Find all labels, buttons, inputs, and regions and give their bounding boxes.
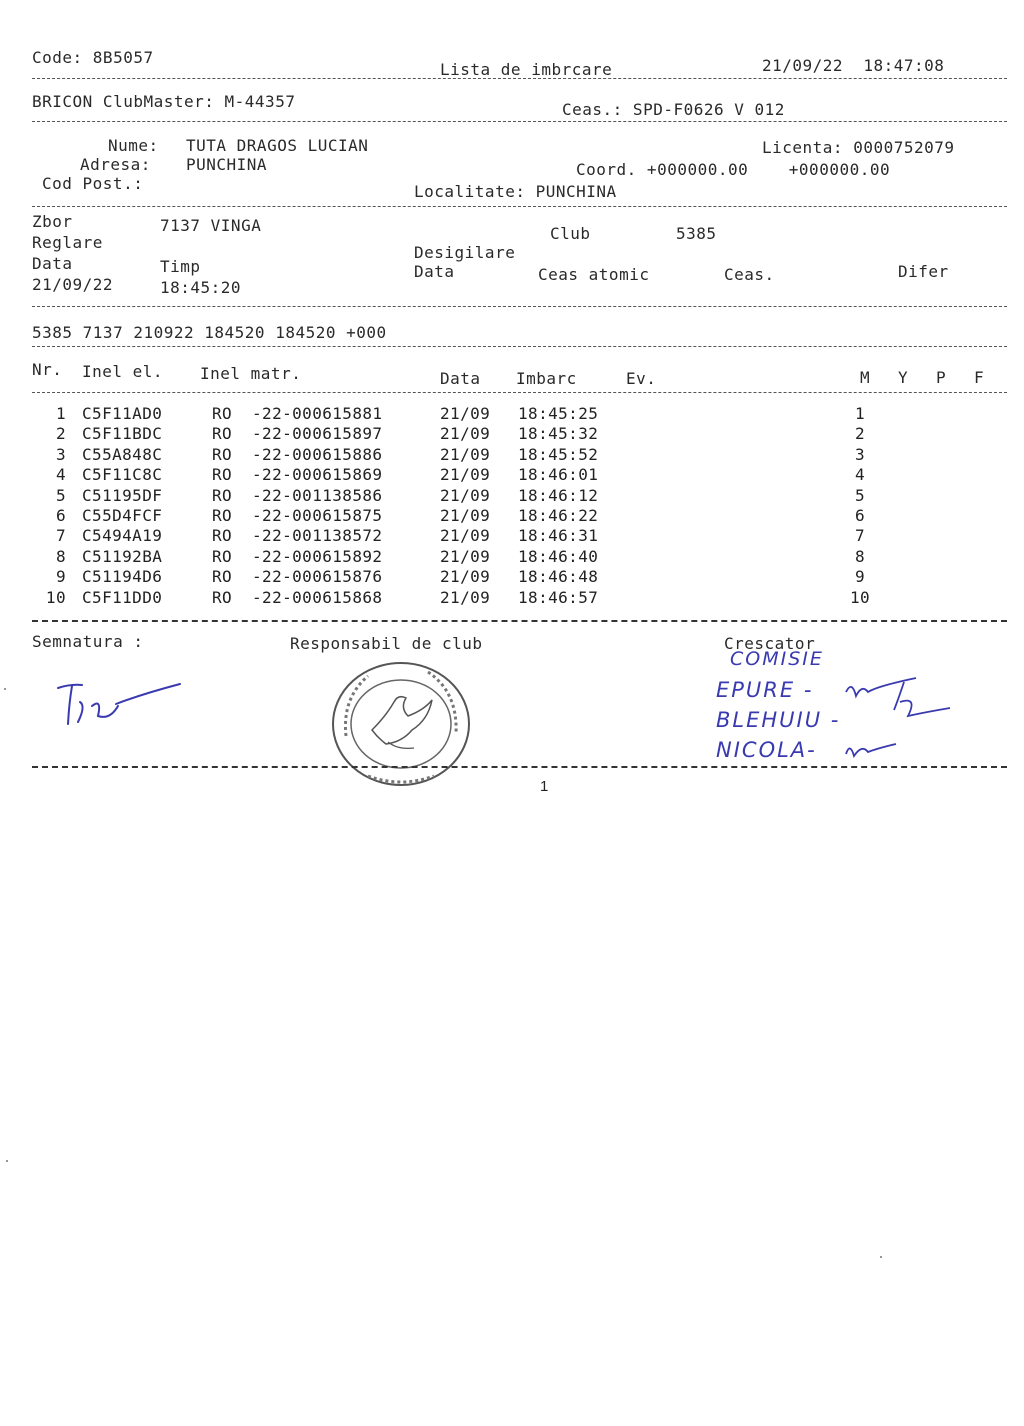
- basket-time: 18:45:52: [518, 444, 599, 464]
- col-header-p: P: [936, 368, 947, 387]
- print-datetime: 21/09/22 18:47:08: [762, 56, 945, 75]
- basket-date: 21/09: [440, 567, 491, 587]
- ring-serial: -22-001138586: [252, 485, 383, 505]
- electronic-ring: C5F11BDC: [82, 424, 163, 444]
- row-number: 1: [55, 404, 66, 423]
- owner-name: TUTA DRAGOS LUCIAN: [186, 136, 369, 155]
- divider: [32, 206, 1007, 207]
- m-count: 6: [854, 505, 866, 525]
- scan-speck: [4, 688, 6, 690]
- reglare-time: 18:45:20: [160, 278, 242, 297]
- ring-country: RO: [212, 404, 233, 423]
- row-number: 5: [55, 485, 66, 505]
- basketing-table: [40, 404, 1000, 608]
- divider: [32, 392, 1007, 393]
- row-number: 4: [55, 465, 66, 485]
- ring-country: RO: [212, 567, 233, 587]
- electronic-ring: C5F11AD0: [82, 404, 163, 423]
- locality: Localitate: PUNCHINA: [414, 182, 617, 201]
- electronic-ring: C51194D6: [82, 567, 163, 587]
- handwritten-committee: COMISIE: [730, 648, 824, 670]
- col-header-y: Y: [898, 368, 909, 387]
- electronic-ring: C5F11DD0: [82, 587, 163, 607]
- flight-code-line: 5385 7137 210922 184520 184520 +000: [32, 323, 387, 342]
- m-count: 2: [854, 424, 866, 444]
- basket-date: 21/09: [440, 526, 491, 546]
- ring-serial: -22-001138572: [252, 526, 383, 546]
- ring-country: RO: [212, 424, 233, 444]
- desigilare-label: Desigilare: [414, 243, 516, 262]
- basket-time: 18:46:40: [518, 546, 599, 566]
- name-label: Nume:: [108, 136, 159, 155]
- basket-time: 18:46:31: [518, 526, 599, 546]
- basket-date: 21/09: [440, 546, 491, 566]
- reglare-date: 21/09/22: [32, 275, 114, 294]
- page-number: 1: [540, 778, 549, 795]
- zbor-value: 7137 VINGA: [160, 216, 262, 235]
- table-row: [40, 506, 1000, 526]
- handwritten-member-2: BLEHUIU -: [716, 708, 841, 732]
- ring-country: RO: [212, 485, 233, 505]
- table-row: [40, 567, 1000, 587]
- table-row: [40, 486, 1000, 506]
- divider: [32, 620, 1007, 622]
- postcode-label: Cod Post.:: [42, 174, 144, 193]
- license-number: Licenta: 0000752079: [762, 138, 955, 157]
- divider: [32, 78, 1007, 79]
- scan-speck: [880, 1256, 882, 1258]
- divider: [32, 766, 1007, 768]
- code-label: Code: 8B5057: [32, 48, 154, 67]
- col-header-ev: Ev.: [626, 369, 657, 388]
- basket-time: 18:46:57: [518, 587, 599, 607]
- responsible-label: Responsabil de club: [290, 634, 483, 653]
- table-row: [40, 465, 1000, 485]
- ring-serial: -22-000615875: [252, 505, 383, 525]
- m-count: 3: [854, 444, 866, 464]
- divider: [32, 121, 1007, 122]
- basket-date: 21/09: [440, 404, 491, 423]
- basket-time: 18:46:22: [518, 505, 599, 525]
- club-value: 5385: [676, 224, 717, 243]
- col-header-inel-matr: Inel matr.: [200, 364, 302, 383]
- col-header-m: M: [860, 368, 871, 387]
- m-count: 10: [849, 587, 871, 607]
- row-number: 8: [55, 546, 66, 566]
- difer-label: Difer: [898, 262, 949, 281]
- basket-date: 21/09: [440, 485, 491, 505]
- signature-label: Semnatura :: [32, 632, 144, 651]
- basket-date: 21/09: [440, 505, 491, 525]
- m-count: 1: [854, 404, 866, 423]
- ring-country: RO: [212, 465, 233, 485]
- row-number: 10: [45, 587, 66, 607]
- ring-country: RO: [212, 587, 233, 607]
- zbor-label: Zbor: [32, 212, 73, 231]
- electronic-ring: C55A848C: [82, 444, 163, 464]
- ring-serial: -22-000615868: [252, 587, 383, 607]
- table-row: [40, 424, 1000, 444]
- basket-time: 18:46:48: [518, 567, 599, 587]
- ceas-label: Ceas.: [724, 265, 775, 284]
- m-count: 4: [854, 465, 866, 485]
- document-title: Lista de imbrcare: [440, 60, 613, 79]
- club-label: Club: [550, 224, 591, 243]
- col-header-f: F: [974, 368, 985, 387]
- scan-speck: [6, 1160, 8, 1162]
- ring-serial: -22-000615897: [252, 424, 383, 444]
- basket-time: 18:45:25: [518, 404, 599, 423]
- coordinates: Coord. +000000.00 +000000.00: [576, 160, 891, 179]
- table-row: [40, 526, 1000, 546]
- m-count: 7: [854, 526, 866, 546]
- row-number: 6: [55, 505, 66, 525]
- electronic-ring: C51192BA: [82, 546, 163, 566]
- m-count: 5: [854, 485, 866, 505]
- timp-label: Timp: [160, 257, 201, 276]
- electronic-ring: C55D4FCF: [82, 505, 163, 525]
- col-header-nr: Nr.: [32, 360, 63, 379]
- data-label: Data: [32, 254, 73, 273]
- col-header-inel-el: Inel el.: [82, 362, 164, 381]
- breeder-signature: [52, 676, 192, 746]
- ring-country: RO: [212, 546, 233, 566]
- device-name: BRICON ClubMaster: M-44357: [32, 92, 296, 111]
- clock-id: Ceas.: SPD-F0626 V 012: [562, 100, 785, 119]
- ring-serial: -22-000615892: [252, 546, 383, 566]
- table-row: [40, 445, 1000, 465]
- table-row: [40, 404, 1000, 424]
- divider: [32, 306, 1007, 307]
- electronic-ring: C51195DF: [82, 485, 163, 505]
- ring-country: RO: [212, 505, 233, 525]
- row-number: 2: [55, 424, 66, 444]
- row-number: 7: [55, 526, 66, 546]
- committee-signatures: [838, 672, 958, 772]
- m-count: 9: [854, 567, 866, 587]
- ring-serial: -22-000615869: [252, 465, 383, 485]
- club-stamp: [328, 658, 474, 790]
- ring-serial: -22-000615886: [252, 444, 383, 464]
- basket-time: 18:45:32: [518, 424, 599, 444]
- col-header-imbarc: Imbarc: [516, 369, 577, 388]
- ring-serial: -22-000615881: [252, 404, 383, 423]
- table-row: [40, 588, 1000, 608]
- electronic-ring: C5F11C8C: [82, 465, 163, 485]
- basket-date: 21/09: [440, 465, 491, 485]
- basket-time: 18:46:01: [518, 465, 599, 485]
- basket-date: 21/09: [440, 587, 491, 607]
- basket-date: 21/09: [440, 424, 491, 444]
- row-number: 9: [55, 567, 66, 587]
- desig-data-label: Data: [414, 262, 455, 281]
- ring-serial: -22-000615876: [252, 567, 383, 587]
- ring-country: RO: [212, 444, 233, 464]
- address-label: Adresa:: [80, 155, 151, 174]
- row-number: 3: [55, 444, 66, 464]
- ring-country: RO: [212, 526, 233, 546]
- basket-time: 18:46:12: [518, 485, 599, 505]
- electronic-ring: C5494A19: [82, 526, 163, 546]
- table-row: [40, 547, 1000, 567]
- handwritten-member-1: EPURE -: [716, 678, 814, 702]
- divider: [32, 346, 1007, 347]
- handwritten-member-3: NICOLA-: [716, 738, 817, 762]
- breeder-label: Crescator: [724, 634, 816, 653]
- col-header-data: Data: [440, 369, 481, 388]
- m-count: 8: [854, 546, 866, 566]
- basket-date: 21/09: [440, 444, 491, 464]
- ceas-atomic-label: Ceas atomic: [538, 265, 650, 284]
- owner-address: PUNCHINA: [186, 155, 268, 174]
- reglare-label: Reglare: [32, 233, 103, 252]
